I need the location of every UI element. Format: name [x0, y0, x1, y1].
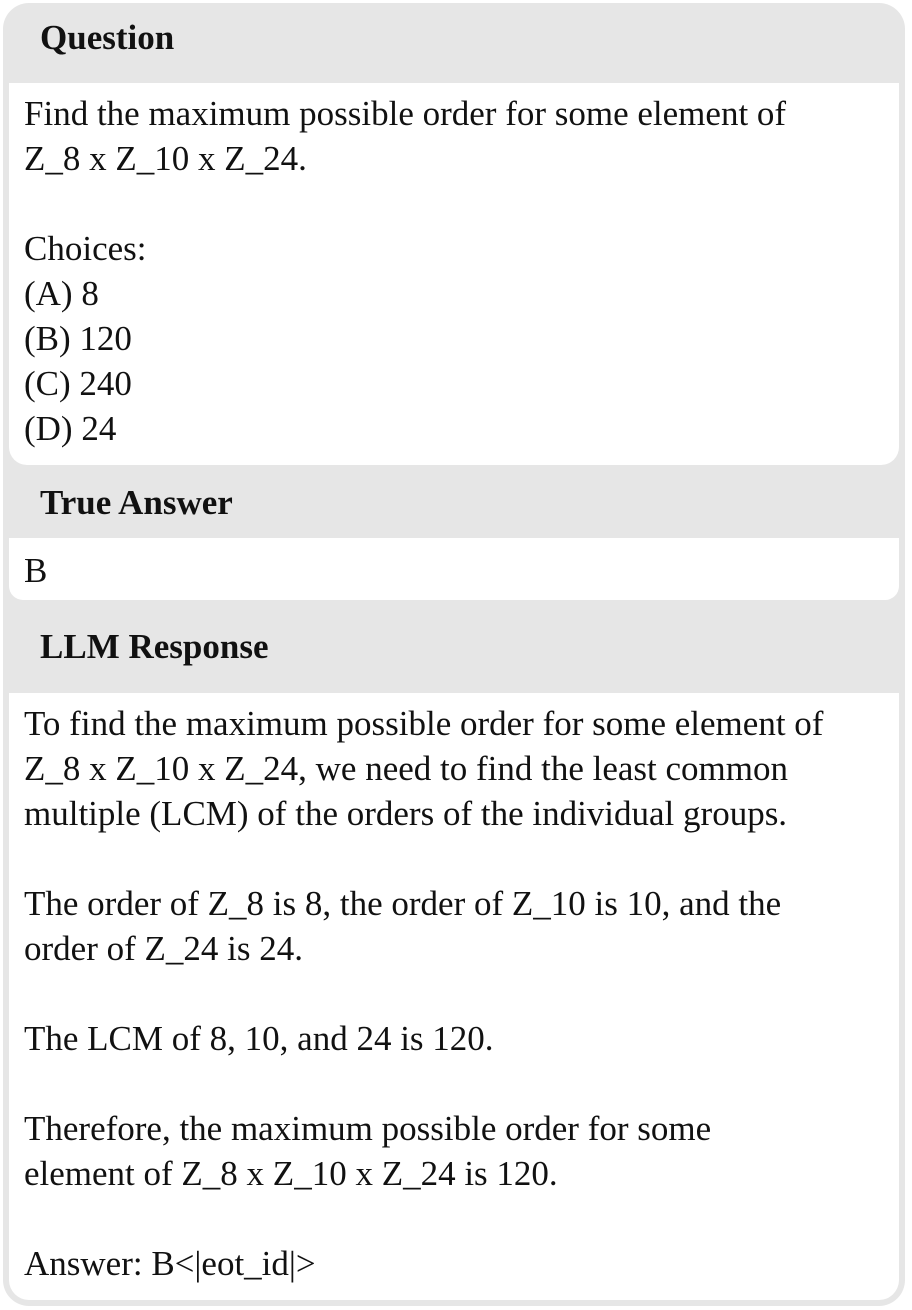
llm-response-header: LLM Response: [40, 627, 269, 666]
response-line: [24, 1196, 899, 1241]
question-line: Find the maximum possible order for some element of: [24, 94, 787, 133]
true-answer-header: True Answer: [40, 483, 233, 522]
response-answer-line: Answer: B<|eot_id|>: [24, 1244, 316, 1283]
response-line: [24, 836, 899, 881]
choice-a: (A) 8: [24, 274, 99, 313]
response-line: order of Z_24 is 24.: [24, 929, 303, 968]
response-line: [24, 971, 899, 1016]
true-answer-value: B: [24, 551, 48, 590]
response-line: The order of Z_8 is 8, the order of Z_10 is 10, and the: [24, 884, 782, 923]
question-panel: [9, 83, 899, 465]
llm-response-panel: [9, 693, 899, 1300]
response-line: The LCM of 8, 10, and 24 is 120.: [24, 1019, 494, 1058]
qa-card: [3, 3, 905, 1306]
question-line: Z_8 x Z_10 x Z_24.: [24, 139, 307, 178]
response-line: Therefore, the maximum possible order for some: [24, 1109, 712, 1148]
choice-c: (C) 240: [24, 364, 132, 403]
response-line: multiple (LCM) of the orders of the individual groups.: [24, 794, 788, 833]
true-answer-panel: [9, 538, 899, 600]
question-line: [24, 181, 899, 226]
choice-d: (D) 24: [24, 409, 117, 448]
question-header: Question: [40, 18, 175, 57]
response-line: Z_8 x Z_10 x Z_24, we need to find the least common: [24, 749, 789, 788]
choice-b: (B) 120: [24, 319, 132, 358]
response-line: element of Z_8 x Z_10 x Z_24 is 120.: [24, 1154, 558, 1193]
response-line: To find the maximum possible order for some element of: [24, 704, 824, 743]
response-line: [24, 1061, 899, 1106]
question-line: Choices:: [24, 229, 147, 268]
